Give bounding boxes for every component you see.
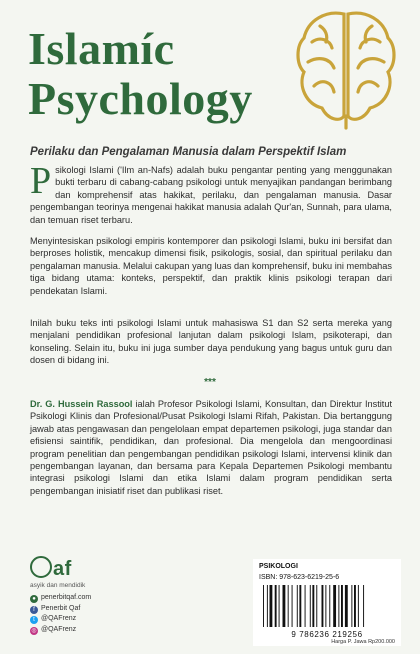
- author-name: Dr. G. Hussein Rassool: [30, 399, 133, 409]
- logo-ring-icon: [30, 556, 52, 578]
- contact-facebook[interactable]: [30, 604, 91, 615]
- description-paragraph-3: Inilah buku teks inti psikologi Islami untuk mahasiswa S1 dan S2 serta mereka yang menjalani pendidikan profesional lanjutan dalam psikologi Islam, psikoterapi, dan konseling. Selain itu, buku ini juga sumber daya pendukung yang bagus untuk guru dan dosen di bidang ini.: [30, 318, 392, 366]
- instagram-text: @QAFrenz: [41, 625, 77, 633]
- isbn-label: ISBN: 978-623-6219-25-6: [259, 574, 340, 581]
- twitter-icon: t: [30, 616, 38, 624]
- author-bio: [30, 398, 392, 497]
- title-line-2: Psychology: [28, 73, 253, 124]
- barcode-digits: 9 786236 219256: [291, 630, 363, 639]
- publisher-contacts: [30, 593, 91, 635]
- author-bio-text: ialah Profesor Psikologi Islami, Konsultan, dan Direktur Institut Psikologi Klinis dan Profesional/Pusat Psikologi Islami Rifah, Pakistan. Dia bertanggung jawab atas pengawasan dan pengelolaan empat departemen psikologi, juga standar dan efisiensi saintifik, pendidikan, dan profesional. Dia mengelola dan mengoordinasi program penelitian dan pengembangan pendidikan psikologi Islami, intervensi klinik dan pengembangan layanan, dan bersama para Kepala Departemen Psikologi membantu integrasi psikologi Islami dan etika Islami dalam program pendidikan serta pengembangan inisiatif riset dan publikasi riset.: [30, 399, 393, 496]
- contact-twitter[interactable]: [30, 614, 91, 625]
- category-label: PSIKOLOGI: [259, 563, 298, 570]
- description-paragraph-2: Menyintesiskan psikologi empiris kontemporer dan psikologi Islami, buku ini bersifat dan berproses holistik, mencakup dimensi fisik, psikologis, sosial, dan spiritual perilaku dan pengalaman manusia. Melalui cakupan yang luas dan komprehensif, buku ini membahas tiga bidang utama: konteks, perspektif, dan praktik klinis psikologi terapan dari pendekatan Islami.: [30, 236, 392, 296]
- website-text: penerbitqaf.com: [41, 594, 92, 601]
- instagram-icon: ◎: [31, 627, 37, 634]
- barcode-icon: [257, 585, 397, 629]
- contact-instagram[interactable]: [30, 625, 91, 636]
- qaf-logo: [30, 556, 150, 581]
- drop-cap: P: [30, 160, 52, 202]
- publisher-tagline: asyik dan mendidik: [30, 582, 86, 589]
- logo-text: af: [53, 558, 72, 580]
- barcode-panel: [253, 559, 401, 646]
- title-line-1: Islamíc: [28, 23, 175, 74]
- globe-icon: ●: [30, 595, 38, 603]
- brain-icon: [290, 6, 402, 130]
- facebook-text: Penerbit Qaf: [41, 604, 81, 612]
- contact-website[interactable]: [30, 593, 91, 604]
- section-separator: ***: [204, 377, 216, 388]
- subtitle: Perilaku dan Pengalaman Manusia dalam Perspektif Islam: [30, 146, 347, 158]
- publisher-logo: [30, 556, 150, 589]
- twitter-text: @QAFrenz: [41, 615, 77, 623]
- description-paragraph-1: [30, 160, 392, 226]
- facebook-icon: f: [30, 606, 38, 614]
- paragraph-1-text: sikologi Islami ('Ilm an-Nafs) adalah buku pengantar penting yang menggunakan bukti terbaru di cabang-cabang psikologi untuk menyajikan pandangan berimbang dan komprehensif atas hakikat, perilaku, dan pengalaman manusia. Dasar pengembangan teorinya mengenai hakikat manusia adalah Qur'an, Sunnah, para ulama, dan temuan riset terbaru.: [30, 165, 392, 225]
- price-label: Harga P. Jawa Rp200.000: [331, 639, 395, 645]
